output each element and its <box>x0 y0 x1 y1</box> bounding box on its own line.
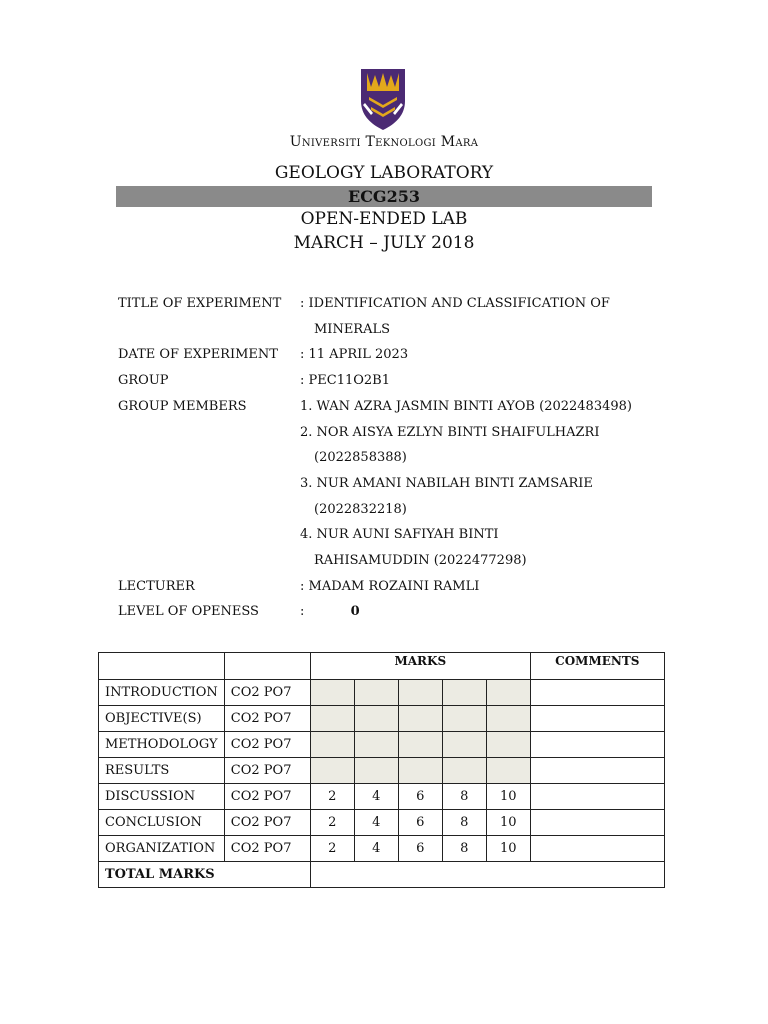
uitm-logo <box>359 67 407 131</box>
title-value-cont: MINERALS <box>314 321 391 337</box>
score-cell[interactable]: 2 <box>310 836 354 862</box>
title-value: : IDENTIFICATION AND CLASSIFICATION OF <box>300 296 610 311</box>
table-row <box>99 758 665 784</box>
title-row-cont <box>118 317 678 343</box>
criterion-code: CO2 PO7 <box>224 680 310 706</box>
criterion-name: INTRODUCTION <box>99 680 225 706</box>
score-cell[interactable]: 4 <box>354 784 398 810</box>
table-row <box>99 784 665 810</box>
members-row <box>118 394 678 420</box>
openess-row <box>118 599 678 625</box>
criterion-name: OBJECTIVE(S) <box>99 706 225 732</box>
score-cell[interactable] <box>442 680 486 706</box>
score-cell[interactable] <box>354 706 398 732</box>
score-cell[interactable]: 4 <box>354 836 398 862</box>
score-cell[interactable] <box>398 758 442 784</box>
title-row <box>118 291 678 317</box>
member-line: 3. NUR AMANI NABILAH BINTI ZAMSARIE <box>300 475 593 491</box>
score-cell[interactable] <box>310 758 354 784</box>
members-label: GROUP MEMBERS <box>118 398 247 414</box>
criterion-code: CO2 PO7 <box>224 810 310 836</box>
member-line: 1. WAN AZRA JASMIN BINTI AYOB (2022483498) <box>300 398 632 414</box>
criterion-code: CO2 PO7 <box>224 784 310 810</box>
score-cell[interactable] <box>442 706 486 732</box>
marks-header: MARKS <box>310 653 530 680</box>
score-cell[interactable] <box>310 732 354 758</box>
score-cell[interactable] <box>486 758 530 784</box>
member-line: 2. NOR AISYA EZLYN BINTI SHAIFULHAZRI <box>300 424 600 440</box>
score-cell[interactable] <box>310 680 354 706</box>
member-line: RAHISAMUDDIN (2022477298) <box>314 553 527 569</box>
score-cell[interactable]: 6 <box>398 836 442 862</box>
title-label: TITLE OF EXPERIMENT <box>118 296 282 311</box>
group-value: : PEC11O2B1 <box>300 373 390 389</box>
score-cell[interactable]: 10 <box>486 810 530 836</box>
comment-cell[interactable] <box>530 836 664 862</box>
total-row <box>99 862 665 888</box>
comment-cell[interactable] <box>530 732 664 758</box>
table-row <box>99 680 665 706</box>
score-cell[interactable] <box>486 706 530 732</box>
course-code-bar: ECG253 <box>116 186 652 207</box>
lab-type: OPEN-ENDED LAB <box>300 209 468 229</box>
score-cell[interactable] <box>354 680 398 706</box>
score-cell[interactable] <box>354 758 398 784</box>
score-cell[interactable] <box>398 732 442 758</box>
member-line: (2022858388) <box>314 450 407 466</box>
score-cell[interactable]: 8 <box>442 784 486 810</box>
score-cell[interactable] <box>310 706 354 732</box>
criterion-code: CO2 PO7 <box>224 732 310 758</box>
openess-value: 0 <box>350 604 360 620</box>
score-cell[interactable] <box>442 758 486 784</box>
table-row <box>99 732 665 758</box>
criterion-name: ORGANIZATION <box>99 836 225 862</box>
date-row <box>118 342 678 368</box>
comments-header: COMMENTS <box>530 653 664 680</box>
openess-label: LEVEL OF OPENESS <box>118 604 259 620</box>
comment-cell[interactable] <box>530 784 664 810</box>
lecturer-value: : MADAM ROZAINI RAMLI <box>300 578 480 594</box>
score-cell[interactable] <box>442 732 486 758</box>
criterion-name: RESULTS <box>99 758 225 784</box>
score-cell[interactable]: 10 <box>486 784 530 810</box>
score-cell[interactable]: 8 <box>442 810 486 836</box>
criterion-code: CO2 PO7 <box>224 758 310 784</box>
criterion-name: METHODOLOGY <box>99 732 225 758</box>
comment-cell[interactable] <box>530 758 664 784</box>
lab-session: MARCH – JULY 2018 <box>293 233 475 253</box>
comment-cell[interactable] <box>530 810 664 836</box>
date-label: DATE OF EXPERIMENT <box>118 347 278 363</box>
criterion-code: CO2 PO7 <box>224 836 310 862</box>
score-cell[interactable] <box>398 680 442 706</box>
score-cell[interactable]: 10 <box>486 836 530 862</box>
experiment-info <box>118 291 678 625</box>
score-cell[interactable]: 6 <box>398 810 442 836</box>
criterion-name: DISCUSSION <box>99 784 225 810</box>
member-line: (2022832218) <box>314 501 407 517</box>
score-cell[interactable] <box>398 706 442 732</box>
comment-cell[interactable] <box>530 706 664 732</box>
score-cell[interactable]: 6 <box>398 784 442 810</box>
openess-colon: : <box>300 604 305 620</box>
group-label: GROUP <box>118 373 169 389</box>
group-row <box>118 368 678 394</box>
score-cell[interactable] <box>486 732 530 758</box>
university-name: Universiti Teknologi Mara <box>289 134 479 150</box>
marks-table <box>98 652 665 888</box>
lecturer-label: LECTURER <box>118 578 195 594</box>
score-cell[interactable]: 2 <box>310 784 354 810</box>
lecturer-row <box>118 574 678 600</box>
score-cell[interactable] <box>354 732 398 758</box>
criterion-code: CO2 PO7 <box>224 706 310 732</box>
score-cell[interactable]: 8 <box>442 836 486 862</box>
table-row <box>99 810 665 836</box>
score-cell[interactable]: 2 <box>310 810 354 836</box>
total-marks-label: TOTAL MARKS <box>99 862 311 888</box>
table-row <box>99 706 665 732</box>
lab-title: GEOLOGY LABORATORY <box>274 163 494 183</box>
date-value: : 11 APRIL 2023 <box>300 347 409 363</box>
score-cell[interactable]: 4 <box>354 810 398 836</box>
criterion-name: CONCLUSION <box>99 810 225 836</box>
total-marks-cell[interactable] <box>310 862 664 888</box>
member-line: 4. NUR AUNI SAFIYAH BINTI <box>300 527 499 543</box>
table-header-row <box>99 653 665 680</box>
score-cell[interactable] <box>486 680 530 706</box>
comment-cell[interactable] <box>530 680 664 706</box>
table-row <box>99 836 665 862</box>
